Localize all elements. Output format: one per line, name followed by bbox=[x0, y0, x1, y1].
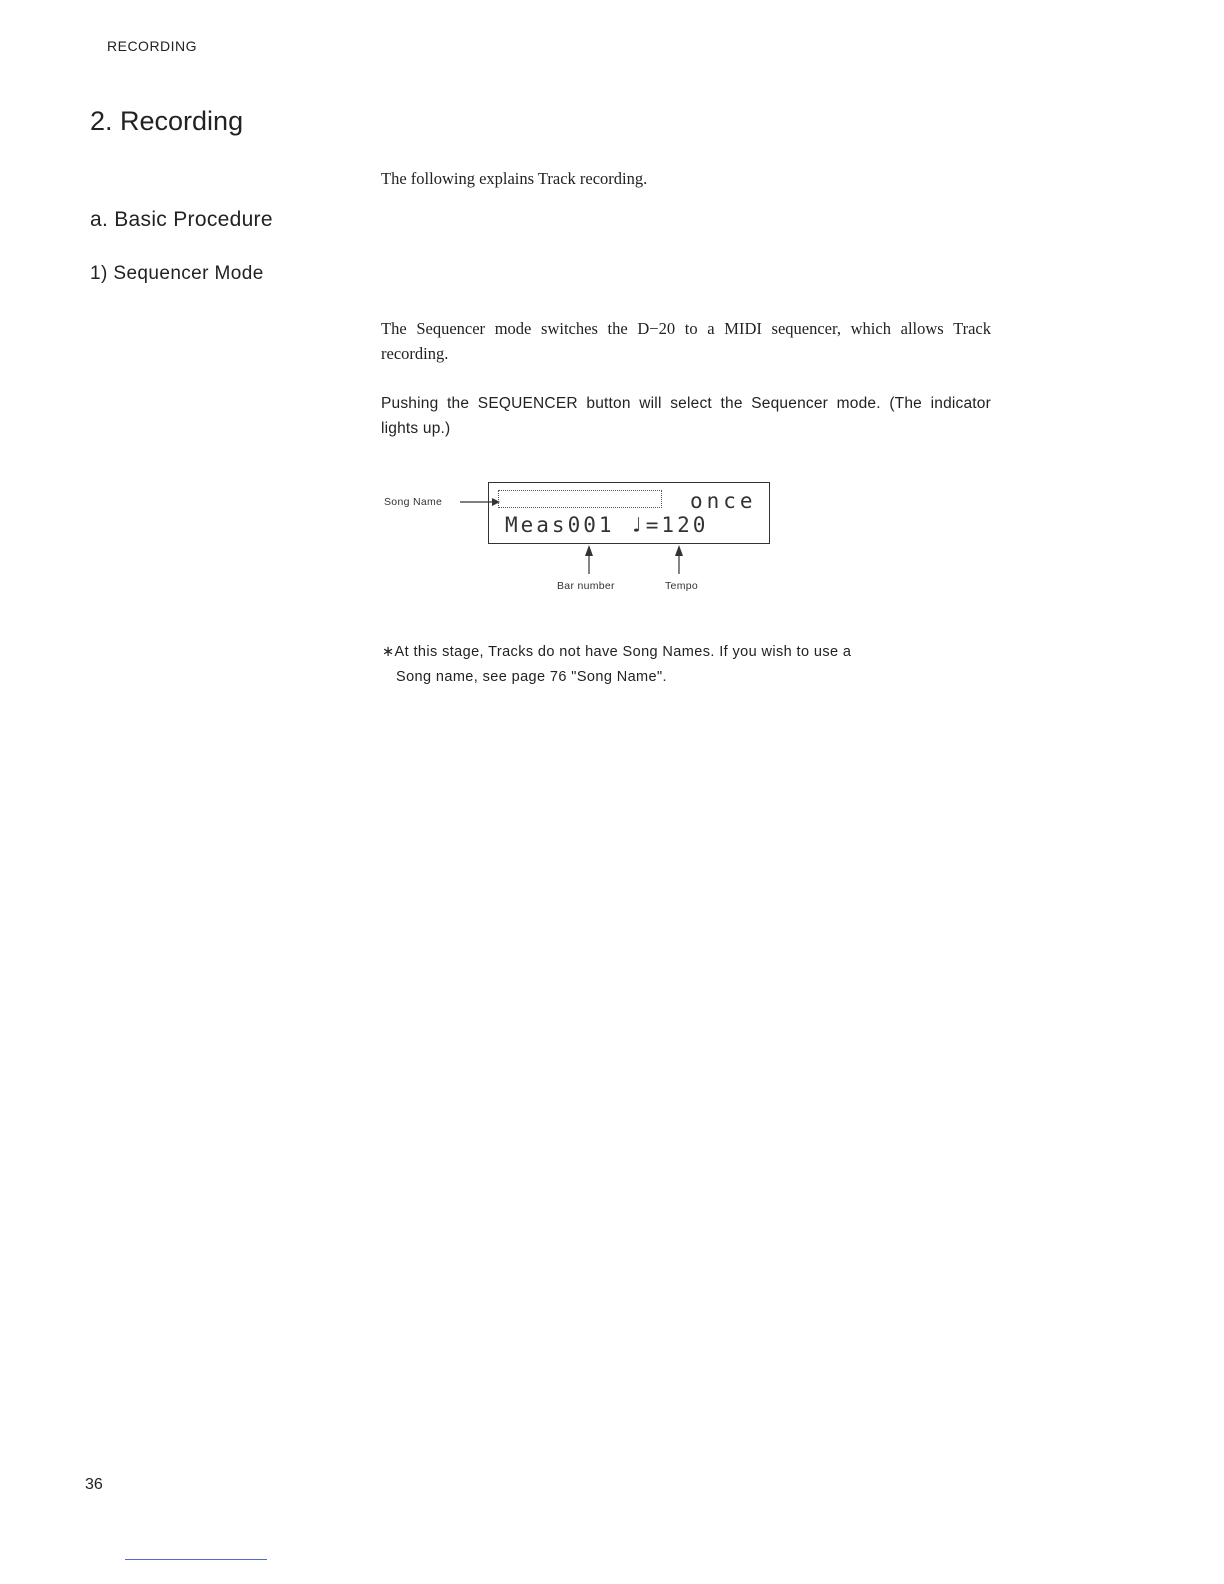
tempo-label: Tempo bbox=[665, 580, 699, 592]
intro-paragraph: The following explains Track recording. bbox=[381, 169, 648, 188]
bar-number-label: Bar number bbox=[557, 580, 615, 592]
step-title: 1) Sequencer Mode bbox=[90, 263, 264, 284]
song-name-label: Song Name bbox=[384, 496, 443, 508]
running-header: RECORDING bbox=[107, 38, 198, 54]
lcd-mode-text: once bbox=[690, 489, 757, 513]
sequencer-mode-paragraph: The Sequencer mode switches the D−20 to a MIDI sequencer, which allows Track recording. bbox=[381, 319, 991, 363]
push-button-paragraph: Pushing the SEQUENCER button will select the Sequencer mode. (The indicator lights up.) bbox=[381, 395, 991, 437]
page-number: 36 bbox=[85, 1476, 103, 1493]
lcd-measure-tempo: Meas001 ♩=120 bbox=[505, 513, 709, 537]
note-line-1: ∗At this stage, Tracks do not have Song Names. If you wish to use a bbox=[382, 644, 852, 660]
subsection-title: a. Basic Procedure bbox=[90, 208, 273, 231]
section-title: 2. Recording bbox=[90, 106, 244, 136]
song-name-field bbox=[498, 490, 662, 508]
note-paragraph bbox=[382, 640, 992, 690]
note-line-2: Song name, see page 76 "Song Name". bbox=[396, 669, 667, 685]
footer-rule bbox=[125, 1559, 267, 1560]
